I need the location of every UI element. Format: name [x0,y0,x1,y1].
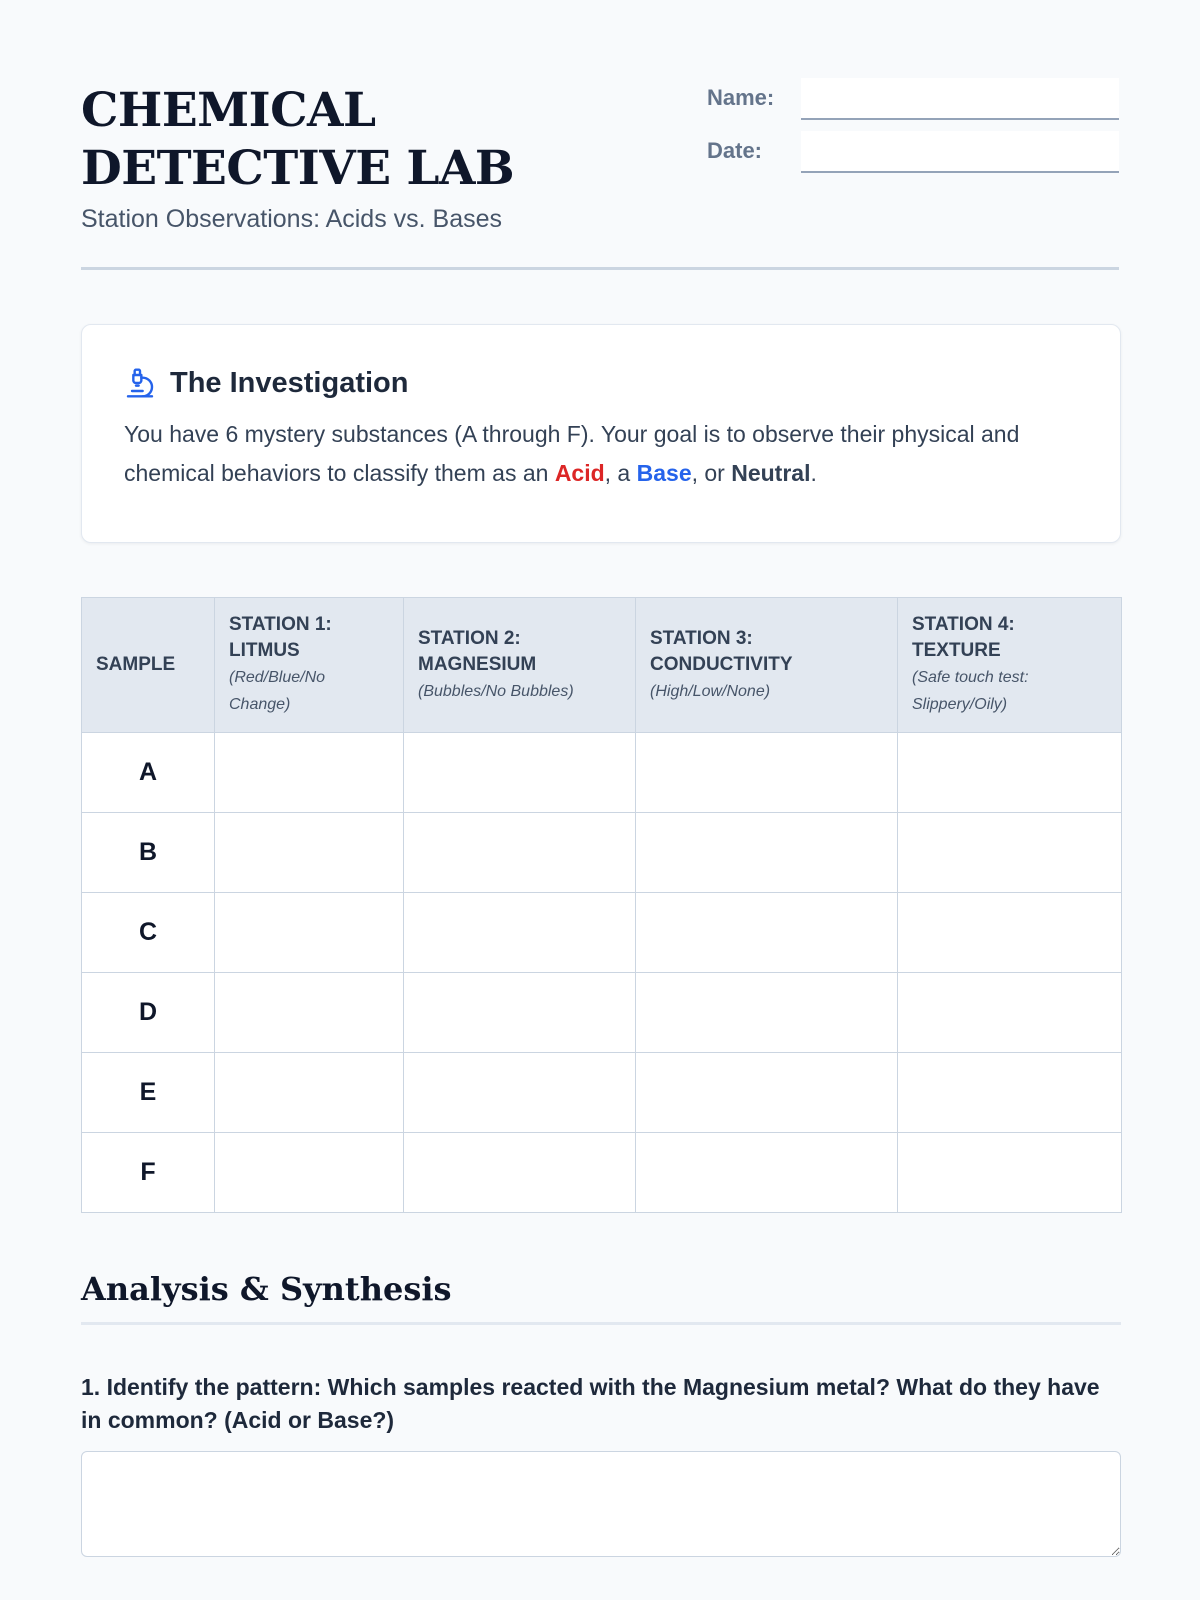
sample-label: B [82,813,215,893]
intro-sep-2: , or [691,460,732,486]
column-header-hint: (Safe touch test: Slippery/Oily) [912,669,1029,713]
observation-cell[interactable] [215,813,404,893]
answer-1-field[interactable] [81,1451,1121,1557]
observation-cell[interactable] [215,1133,404,1213]
table-row [82,1133,1122,1213]
investigation-text [124,415,1078,493]
acid-term: Acid [554,460,605,486]
worksheet-header [81,0,1119,270]
observation-cell[interactable] [898,733,1122,813]
name-label: Name: [707,85,775,110]
observation-table [81,597,1122,1213]
column-header-label: SAMPLE [96,654,176,675]
investigation-title: The Investigation [170,366,409,399]
table-body [82,733,1122,1213]
intro-sep-1: , a [604,460,637,486]
observation-cell[interactable] [898,813,1122,893]
observation-cell[interactable] [636,973,898,1053]
sample-label: C [82,893,215,973]
table-header-row [82,598,1122,733]
observation-cell[interactable] [404,813,636,893]
observation-cell[interactable] [404,893,636,973]
column-header-3 [636,598,898,733]
table-row [82,893,1122,973]
date-field[interactable] [801,131,1119,173]
observation-cell[interactable] [898,973,1122,1053]
intro-text: You have 6 mystery substances (A through F). Your goal is to observe their physical and chemical behaviors to classify them as an [124,421,1020,486]
observation-cell[interactable] [404,973,636,1053]
observation-cell[interactable] [636,1133,898,1213]
table-row [82,733,1122,813]
observation-cell[interactable] [404,733,636,813]
observation-cell[interactable] [898,893,1122,973]
column-header-0 [82,598,215,733]
student-info [707,78,1119,184]
column-header-label: STATION 4: TEXTURE [912,614,1015,661]
base-term: Base [636,460,692,486]
name-row [707,78,1119,120]
date-row [707,131,1119,173]
sample-label: D [82,973,215,1053]
investigation-heading [124,365,1078,401]
analysis-title: Analysis & Synthesis [81,1270,1121,1325]
table-row [82,1053,1122,1133]
observation-cell[interactable] [898,1053,1122,1133]
table-row [82,813,1122,893]
observation-cell[interactable] [404,1053,636,1133]
intro-end: . [810,460,817,486]
observation-cell[interactable] [636,813,898,893]
observation-cell[interactable] [404,1133,636,1213]
column-header-hint: (Red/Blue/No Change) [229,669,326,713]
name-field[interactable] [801,78,1119,120]
column-header-2 [404,598,636,733]
observation-table-wrapper [81,597,1121,1213]
observation-cell[interactable] [215,893,404,973]
observation-cell[interactable] [636,1053,898,1133]
microscope-icon [124,367,156,399]
sample-label: F [82,1133,215,1213]
column-header-label: STATION 1: LITMUS [229,614,332,661]
page-subtitle: Station Observations: Acids vs. Bases [81,205,503,233]
question-1: 1. Identify the pattern: Which samples reacted with the Magnesium metal? What do they have in common? (Acid or Base?) [81,1374,1100,1433]
sample-label: A [82,733,215,813]
observation-cell[interactable] [636,893,898,973]
investigation-card [81,324,1121,543]
observation-cell[interactable] [215,1053,404,1133]
page-title: CHEMICAL DETECTIVE LAB [81,83,515,196]
column-header-label: STATION 2: MAGNESIUM [418,627,537,675]
column-header-label: STATION 3: CONDUCTIVITY [650,627,793,675]
column-header-4 [898,598,1122,733]
observation-cell[interactable] [636,733,898,813]
date-label: Date: [707,138,763,163]
observation-cell[interactable] [898,1133,1122,1213]
sample-label: E [82,1053,215,1133]
observation-cell[interactable] [215,733,404,813]
column-header-hint: (High/Low/None) [650,682,771,700]
column-header-1 [215,598,404,733]
neutral-term: Neutral [731,460,811,486]
observation-cell[interactable] [215,973,404,1053]
column-header-hint: (Bubbles/No Bubbles) [418,682,574,700]
table-row [82,973,1122,1053]
